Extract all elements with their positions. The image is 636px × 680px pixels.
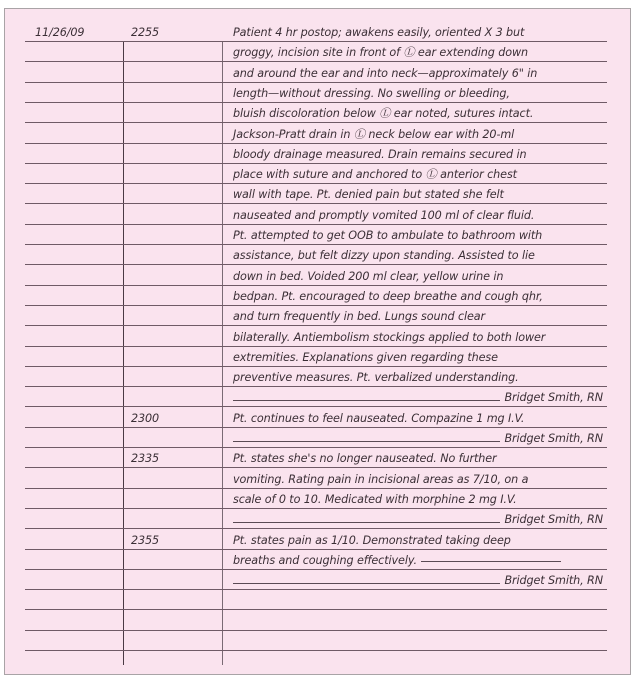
signature-line [233,441,500,442]
rule-line [25,630,607,631]
note-text: Pt. continues to feel nauseated. Compazine 1 mg I.V. [233,412,525,425]
note-text: length—without dressing. No swelling or bleeding, [233,87,510,100]
note-text: vomiting. Rating pain in incisional areas as 7/10, on a [233,473,529,486]
progress-notes-sheet [4,8,631,675]
signature-line [233,583,500,584]
note-text: scale of 0 to 10. Medicated with morphine 2 mg I.V. [233,493,517,506]
signature [233,388,603,408]
note-text: breaths and coughing effectively. [233,551,561,571]
time-column-divider [222,41,223,665]
note-text: assistance, but felt dizzy upon standing. Assisted to lie [233,249,535,262]
note-text: nauseated and promptly vomited 100 ml of clear fluid. [233,209,535,222]
note-text: groggy, incision site in front of Ⓛ ear extending down [233,46,529,59]
note-text: bedpan. Pt. encouraged to deep breathe and cough qhr, [233,290,543,303]
note-text: down in bed. Voided 200 ml clear, yellow urine in [233,270,504,283]
signature-name: Bridget Smith, RN [504,574,603,587]
entry-time: 2300 [131,412,160,425]
note-text: extremities. Explanations given regarding these [233,351,498,364]
entry-time: 2335 [131,452,160,465]
signature [233,571,603,591]
signature [233,429,603,449]
rule-line [25,650,607,651]
signature-line [233,522,500,523]
signature-name: Bridget Smith, RN [504,513,603,526]
note-text: Patient 4 hr postop; awakens easily, oriented X 3 but [233,26,525,39]
signature [233,510,603,530]
entry-time: 2355 [131,534,160,547]
note-text: wall with tape. Pt. denied pain but stated she felt [233,188,504,201]
note-text: bloody drainage measured. Drain remains secured in [233,148,527,161]
note-text: preventive measures. Pt. verbalized understanding. [233,371,519,384]
note-text: and turn frequently in bed. Lungs sound clear [233,310,486,323]
trailing-line [421,561,561,562]
signature-name: Bridget Smith, RN [504,391,603,404]
signature-name: Bridget Smith, RN [504,432,603,445]
note-text: bilaterally. Antiembolism stockings applied to both lower [233,331,546,344]
note-text: Pt. attempted to get OOB to ambulate to bathroom with [233,229,543,242]
note-text: bluish discoloration below Ⓛ ear noted, sutures intact. [233,107,534,120]
note-text: place with suture and anchored to Ⓛ anterior chest [233,168,517,181]
entry-date: 11/26/09 [35,26,85,39]
date-column-divider [123,41,124,665]
note-text: Pt. states pain as 1/10. Demonstrated taking deep [233,534,511,547]
note-text: Jackson-Pratt drain in Ⓛ neck below ear with 20-ml [233,128,515,141]
entry-time: 2255 [131,26,160,39]
note-text: and around the ear and into neck—approximately 6" in [233,67,538,80]
signature-line [233,400,500,401]
rule-line [25,609,607,610]
note-text: Pt. states she's no longer nauseated. No further [233,452,497,465]
